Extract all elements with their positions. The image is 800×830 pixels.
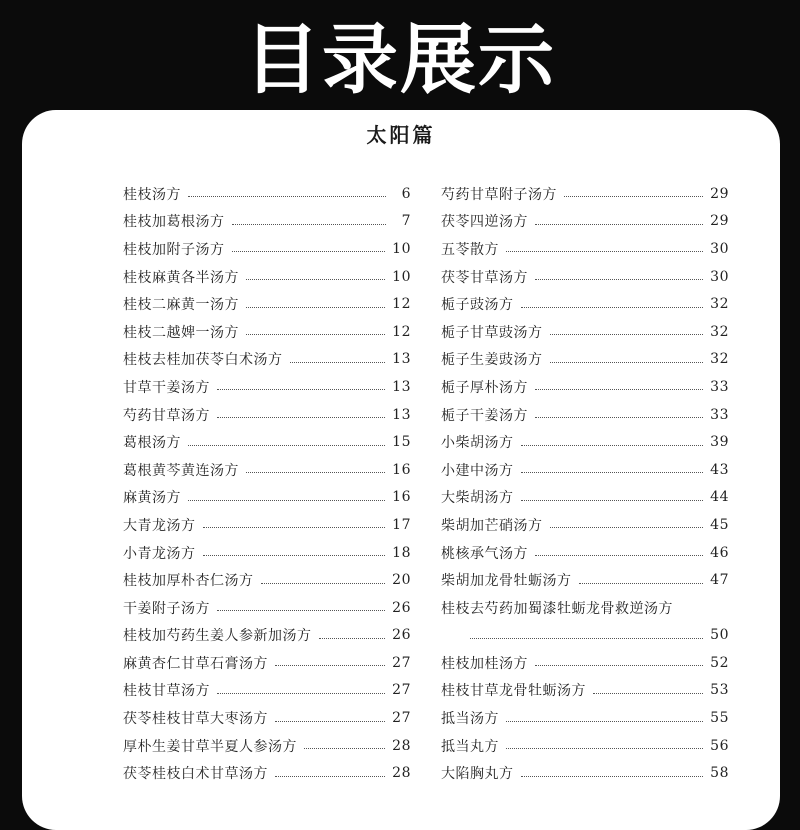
toc-entry-title: 桂枝加厚朴杏仁汤方	[123, 573, 254, 590]
dot-leader	[506, 721, 703, 722]
toc-entry-title: 栀子甘草豉汤方	[441, 324, 543, 341]
toc-entry[interactable]	[441, 622, 729, 650]
toc-entry[interactable]	[123, 732, 411, 760]
dot-leader	[535, 555, 703, 556]
toc-entry-page: 43	[710, 461, 729, 478]
toc-entry[interactable]	[441, 373, 729, 401]
toc-entry[interactable]	[123, 290, 411, 318]
banner-title: 目录展示	[244, 15, 556, 104]
toc-entry[interactable]	[441, 704, 729, 732]
toc-column-left	[123, 180, 411, 787]
toc-entry-title: 栀子厚朴汤方	[441, 379, 528, 396]
toc-entry[interactable]	[123, 180, 411, 208]
toc-entry[interactable]	[123, 456, 411, 484]
toc-entry[interactable]	[441, 318, 729, 346]
dot-leader	[232, 251, 386, 252]
dot-leader	[232, 224, 387, 225]
toc-entry-page: 29	[710, 185, 729, 202]
toc-entry-page: 33	[710, 378, 729, 395]
dot-leader	[261, 583, 386, 584]
toc-entry[interactable]	[441, 759, 729, 787]
toc-entry-title: 抵当汤方	[441, 711, 499, 728]
toc-entry-page: 50	[710, 627, 729, 644]
toc-entry-title: 桂枝二麻黄一汤方	[123, 297, 239, 314]
toc-entry-title: 小建中汤方	[441, 462, 514, 479]
dot-leader	[593, 693, 703, 694]
toc-entry-page: 13	[392, 406, 411, 423]
toc-entry[interactable]	[123, 208, 411, 236]
dot-leader	[535, 224, 703, 225]
toc-entry-title: 栀子生姜豉汤方	[441, 352, 543, 369]
toc-entry[interactable]	[123, 263, 411, 291]
dot-leader	[246, 472, 385, 473]
toc-entry-page: 39	[710, 434, 729, 451]
toc-entry[interactable]	[441, 511, 729, 539]
toc-entry-title: 桂枝加葛根汤方	[123, 214, 225, 231]
dot-leader	[521, 776, 704, 777]
dot-leader	[535, 279, 703, 280]
toc-entry-title: 茯苓四逆汤方	[441, 214, 528, 231]
toc-entry-title: 小青龙汤方	[123, 545, 196, 562]
toc-entry-page: 55	[710, 710, 729, 727]
toc-entry-title: 麻黄汤方	[123, 490, 181, 507]
toc-entry[interactable]	[441, 677, 729, 705]
toc-entry-title: 桂枝加附子汤方	[123, 241, 225, 258]
toc-entry-page: 10	[392, 240, 411, 257]
toc-entry-title: 柴胡加龙骨牡蛎汤方	[441, 573, 572, 590]
toc-entry-page: 17	[392, 516, 411, 533]
toc-entry-page: 47	[710, 572, 729, 589]
dot-leader	[217, 610, 385, 611]
toc-entry-page: 30	[710, 268, 729, 285]
toc-entry-page: 18	[392, 544, 411, 561]
toc-entry-page: 20	[392, 572, 411, 589]
toc-entry[interactable]	[441, 346, 729, 374]
dot-leader	[506, 251, 703, 252]
toc-entry-title: 大柴胡汤方	[441, 490, 514, 507]
toc-entry-title: 小柴胡汤方	[441, 435, 514, 452]
toc-entry[interactable]	[123, 235, 411, 263]
dot-leader	[275, 665, 385, 666]
toc-entry-title: 芍药甘草附子汤方	[441, 186, 557, 203]
toc-entry[interactable]	[123, 677, 411, 705]
toc-entry[interactable]	[123, 428, 411, 456]
toc-entry-title: 大青龙汤方	[123, 517, 196, 534]
dot-leader	[521, 472, 704, 473]
toc-entry[interactable]	[123, 622, 411, 650]
toc-entry-title: 桂枝去桂加茯苓白术汤方	[123, 352, 283, 369]
toc-entry-title: 栀子干姜汤方	[441, 407, 528, 424]
toc-entry-title: 桂枝麻黄各半汤方	[123, 269, 239, 286]
toc-entry-title: 茯苓桂枝白术甘草汤方	[123, 766, 268, 783]
toc-entry[interactable]	[123, 484, 411, 512]
toc-card	[22, 110, 780, 830]
toc-entry-page: 6	[401, 185, 411, 202]
dot-leader	[275, 721, 385, 722]
toc-entry-title: 栀子豉汤方	[441, 297, 514, 314]
toc-entry-page: 13	[392, 351, 411, 368]
toc-entry-page: 26	[392, 627, 411, 644]
toc-entry-page: 27	[392, 654, 411, 671]
dot-leader	[535, 417, 703, 418]
dot-leader	[246, 334, 385, 335]
dot-leader	[550, 362, 704, 363]
toc-entry[interactable]	[123, 346, 411, 374]
toc-entry[interactable]	[441, 235, 729, 263]
toc-entry-page: 27	[392, 710, 411, 727]
dot-leader	[470, 638, 703, 639]
toc-entry-title: 茯苓甘草汤方	[441, 269, 528, 286]
dot-leader	[579, 583, 704, 584]
toc-entry-title: 桂枝去芍药加蜀漆牡蛎龙骨救逆汤方	[441, 600, 673, 617]
toc-entry[interactable]	[441, 484, 729, 512]
dot-leader	[506, 748, 703, 749]
toc-entry-title: 大陷胸丸方	[441, 766, 514, 783]
dot-leader	[203, 527, 386, 528]
toc-entry[interactable]	[441, 263, 729, 291]
toc-entry-title: 抵当丸方	[441, 738, 499, 755]
toc-entry[interactable]	[123, 511, 411, 539]
toc-entry[interactable]	[441, 456, 729, 484]
dot-leader	[188, 500, 385, 501]
section-heading: 太阳篇	[366, 123, 436, 147]
toc-entry-page: 29	[710, 213, 729, 230]
dot-leader	[521, 307, 704, 308]
toc-entry-title: 桂枝甘草龙骨牡蛎汤方	[441, 683, 586, 700]
toc-entry-page: 44	[710, 489, 729, 506]
toc-entry-title: 桂枝加桂汤方	[441, 655, 528, 672]
dot-leader	[550, 527, 704, 528]
toc-entry-page: 45	[710, 516, 729, 533]
dot-leader	[304, 748, 385, 749]
toc-entry-title: 桂枝加芍药生姜人参新加汤方	[123, 628, 312, 645]
dot-leader	[203, 555, 386, 556]
toc-entry-page: 16	[392, 461, 411, 478]
dot-leader	[550, 334, 704, 335]
toc-entry-page: 7	[401, 213, 411, 230]
toc-entry-page: 15	[392, 434, 411, 451]
toc-entry[interactable]	[441, 539, 729, 567]
toc-entry-title: 柴胡加芒硝汤方	[441, 517, 543, 534]
toc-entry-page: 28	[392, 765, 411, 782]
toc-entry-title: 麻黄杏仁甘草石膏汤方	[123, 655, 268, 672]
dot-leader	[521, 445, 704, 446]
toc-entry-page: 58	[710, 765, 729, 782]
toc-entry[interactable]	[123, 318, 411, 346]
toc-entry-page: 26	[392, 599, 411, 616]
toc-entry-page: 27	[392, 682, 411, 699]
toc-entry-page: 12	[392, 323, 411, 340]
toc-entry[interactable]	[123, 704, 411, 732]
toc-entry-title: 桂枝汤方	[123, 186, 181, 203]
toc-entry-page: 32	[710, 323, 729, 340]
toc-entry-title: 茯苓桂枝甘草大枣汤方	[123, 711, 268, 728]
dot-leader	[319, 638, 386, 639]
toc-entry-title: 桂枝二越婢一汤方	[123, 324, 239, 341]
toc-entry[interactable]	[123, 759, 411, 787]
toc-entry-title: 葛根黄芩黄连汤方	[123, 462, 239, 479]
dot-leader	[290, 362, 386, 363]
toc-entry-title: 芍药甘草汤方	[123, 407, 210, 424]
toc-entry[interactable]	[123, 649, 411, 677]
toc-entry-page: 56	[710, 737, 729, 754]
dot-leader	[246, 279, 385, 280]
toc-entry[interactable]	[123, 566, 411, 594]
toc-entry[interactable]	[441, 180, 729, 208]
toc-entry[interactable]	[441, 594, 729, 622]
toc-entry-page: 30	[710, 240, 729, 257]
toc-entry-title: 干姜附子汤方	[123, 600, 210, 617]
toc-entry-title: 葛根汤方	[123, 435, 181, 452]
toc-entry[interactable]	[123, 401, 411, 429]
toc-entry-title: 桃核承气汤方	[441, 545, 528, 562]
dot-leader	[535, 665, 703, 666]
toc-entry[interactable]	[441, 428, 729, 456]
toc-entry-page: 10	[392, 268, 411, 285]
dot-leader	[246, 307, 385, 308]
toc-entry[interactable]	[441, 290, 729, 318]
toc-entry-page: 32	[710, 351, 729, 368]
dot-leader	[188, 196, 386, 197]
toc-entry[interactable]	[123, 594, 411, 622]
dot-leader	[564, 196, 703, 197]
toc-entry[interactable]	[441, 401, 729, 429]
toc-entry-page: 33	[710, 406, 729, 423]
toc-entry-page: 13	[392, 378, 411, 395]
toc-entry-page: 16	[392, 489, 411, 506]
toc-entry-page: 46	[710, 544, 729, 561]
toc-entry-page: 28	[392, 737, 411, 754]
toc-entry-page: 53	[710, 682, 729, 699]
toc-entry-page: 52	[710, 654, 729, 671]
toc-entry-title: 甘草干姜汤方	[123, 379, 210, 396]
dot-leader	[217, 693, 385, 694]
toc-entry[interactable]	[123, 539, 411, 567]
toc-entry[interactable]	[441, 649, 729, 677]
dot-leader	[217, 417, 385, 418]
toc-entry[interactable]	[441, 732, 729, 760]
toc-entry[interactable]	[123, 373, 411, 401]
toc-entry-title: 五苓散方	[441, 241, 499, 258]
toc-column-right	[441, 180, 729, 787]
dot-leader	[275, 776, 385, 777]
dot-leader	[217, 389, 385, 390]
dot-leader	[188, 445, 385, 446]
toc-entry-page: 12	[392, 296, 411, 313]
toc-entry[interactable]	[441, 208, 729, 236]
toc-entry[interactable]	[441, 566, 729, 594]
toc-entry-title: 厚朴生姜甘草半夏人参汤方	[123, 738, 297, 755]
toc-entry-title: 桂枝甘草汤方	[123, 683, 210, 700]
dot-leader	[535, 389, 703, 390]
dot-leader	[521, 500, 704, 501]
toc-entry-page: 32	[710, 296, 729, 313]
